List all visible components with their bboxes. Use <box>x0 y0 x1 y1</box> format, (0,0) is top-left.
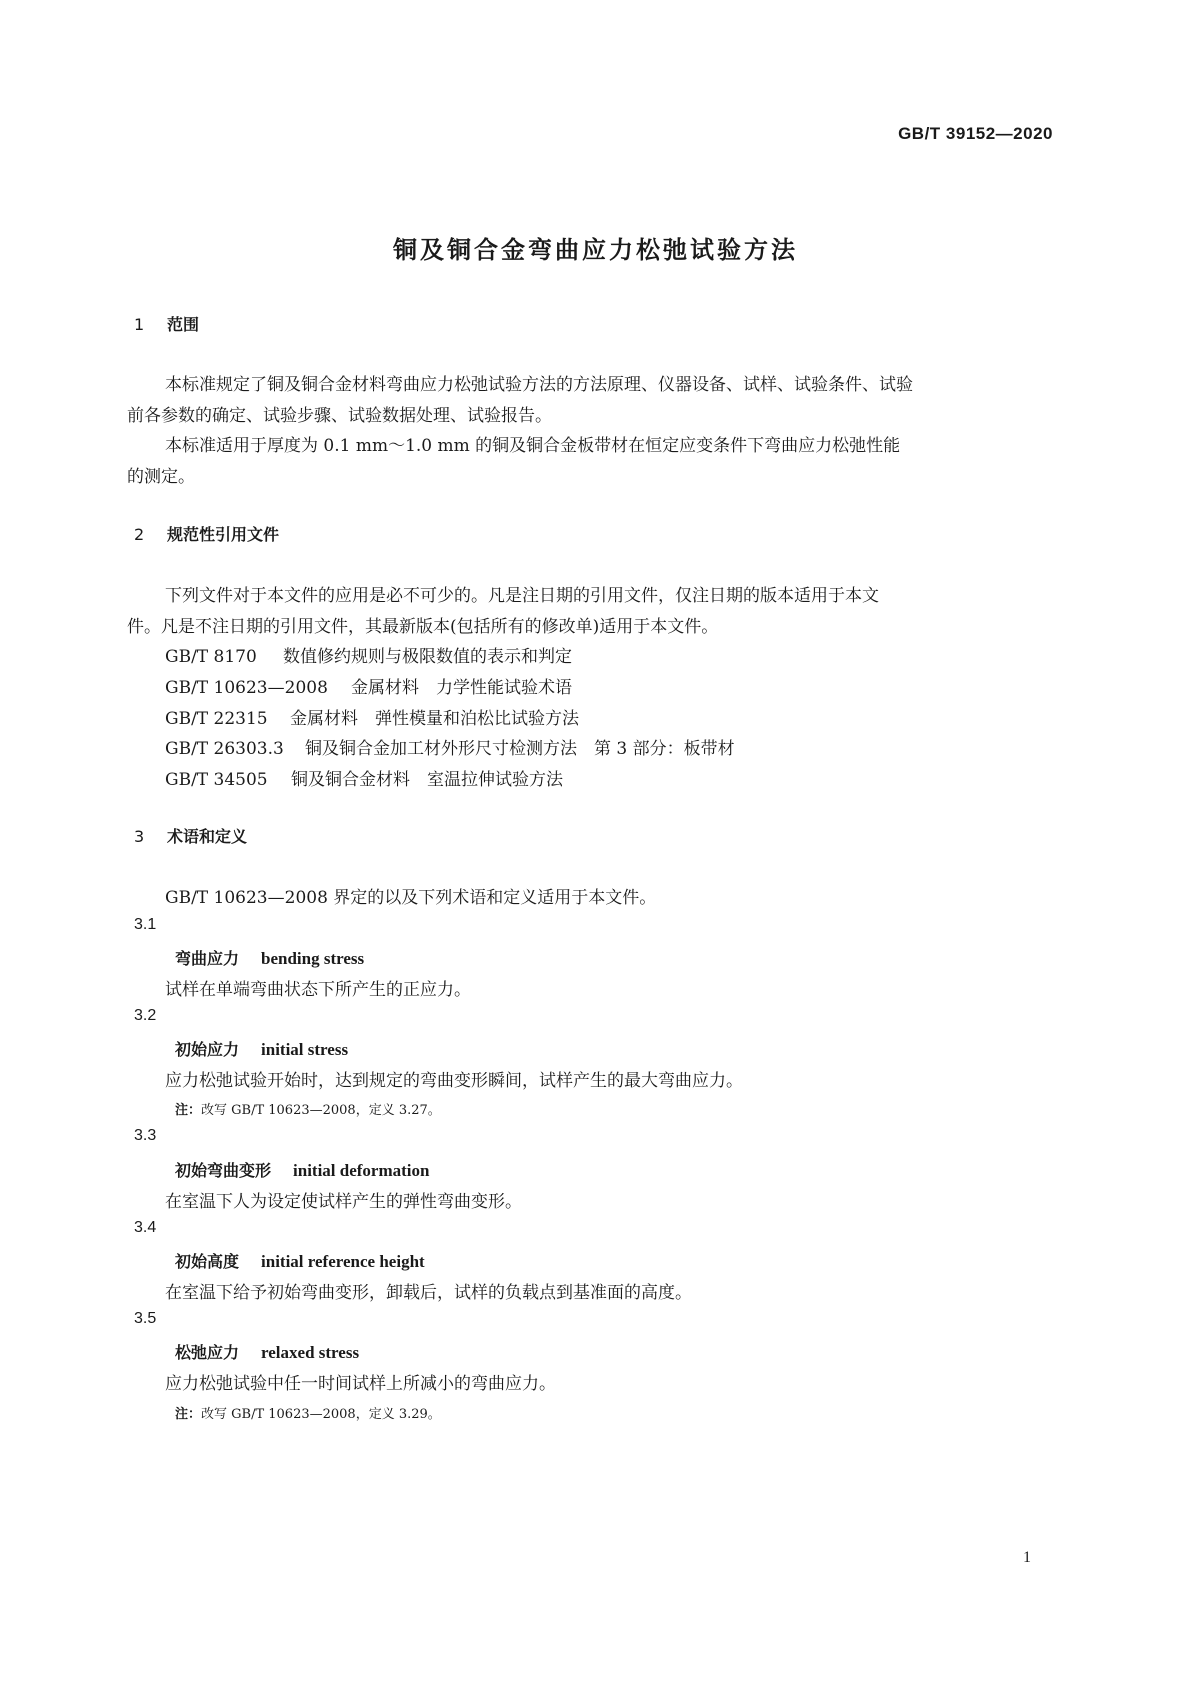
paragraph-line: 本标准规定了铜及铜合金材料弯曲应力松弛试验方法的方法原理、仪器设备、试样、试验条件、试验 <box>165 375 913 395</box>
paragraph-line: GB/T 10623—2008 界定的以及下列术语和定义适用于本文件。 <box>165 888 657 908</box>
paragraph-line: 前各参数的确定、试验步骤、试验数据处理、试验报告。 <box>127 406 552 426</box>
note-label: 注： <box>175 1407 202 1422</box>
term-zh: 初始弯曲变形 <box>175 1161 272 1180</box>
reference-code: GB/T 10623—2008 <box>165 678 328 698</box>
reference-code: GB/T 22315 <box>165 709 268 729</box>
clause-number: 3.3 <box>134 1127 157 1144</box>
term-definition: 应力松弛试验中任一时间试样上所减小的弯曲应力。 <box>165 1374 556 1394</box>
term-en: bending stress <box>261 949 365 968</box>
document-title: 铜及铜合金弯曲应力松弛试验方法 <box>393 236 798 264</box>
reference-item <box>165 734 735 759</box>
term-en: relaxed stress <box>261 1343 360 1362</box>
reference-title: 金属材料 力学性能试验术语 <box>351 678 572 698</box>
reference-item <box>165 673 572 698</box>
section-number: 2 <box>134 525 145 544</box>
paragraph-line: 件。凡是不注日期的引用文件，其最新版本(包括所有的修改单)适用于本文件。 <box>127 617 719 637</box>
reference-title: 铜及铜合金加工材外形尺寸检测方法 第 3 部分：板带材 <box>305 739 735 759</box>
term-zh: 初始高度 <box>175 1252 240 1271</box>
term-en: initial reference height <box>261 1252 425 1271</box>
note-text: 改写 GB/T 10623—2008，定义 3.29。 <box>201 1407 441 1422</box>
reference-title: 铜及铜合金材料 室温拉伸试验方法 <box>291 770 563 790</box>
clause-number: 3.2 <box>134 1007 157 1024</box>
reference-item <box>165 642 572 667</box>
term-en: initial stress <box>261 1040 349 1059</box>
section-title: 术语和定义 <box>167 827 248 846</box>
paragraph-line: 的测定。 <box>127 467 195 487</box>
term-definition: 在室温下人为设定使试样产生的弹性弯曲变形。 <box>165 1192 522 1212</box>
term-note <box>175 1099 441 1118</box>
term-en: initial deformation <box>293 1161 430 1180</box>
clause-number: 3.5 <box>134 1310 157 1327</box>
term-definition: 试样在单端弯曲状态下所产生的正应力。 <box>165 980 471 1000</box>
term-zh: 弯曲应力 <box>175 949 240 968</box>
note-text: 改写 GB/T 10623—2008，定义 3.27。 <box>201 1103 441 1118</box>
term-definition: 在室温下给予初始弯曲变形，卸载后，试样的负载点到基准面的高度。 <box>165 1283 692 1303</box>
term-heading <box>175 1249 425 1272</box>
term-heading <box>175 1037 348 1060</box>
paragraph-line: 本标准适用于厚度为 0.1 mm～1.0 mm 的铜及铜合金板带材在恒定应变条件下弯曲应力松弛性能 <box>165 436 901 456</box>
section-2-heading <box>134 522 279 545</box>
term-heading <box>175 1158 429 1181</box>
term-zh: 初始应力 <box>175 1040 240 1059</box>
term-zh: 松弛应力 <box>175 1343 240 1362</box>
term-heading <box>175 1340 359 1363</box>
section-number: 3 <box>134 827 145 846</box>
clause-number: 3.4 <box>134 1219 157 1236</box>
clause-number: 3.1 <box>134 916 157 933</box>
section-3-heading <box>134 824 247 847</box>
section-1-heading <box>134 312 199 335</box>
reference-title: 数值修约规则与极限数值的表示和判定 <box>283 647 572 667</box>
standard-number: GB/T 39152—2020 <box>898 124 1053 143</box>
paragraph-line: 下列文件对于本文件的应用是必不可少的。凡是注日期的引用文件，仅注日期的版本适用于本文 <box>165 586 879 606</box>
reference-code: GB/T 8170 <box>165 647 257 667</box>
term-definition: 应力松弛试验开始时，达到规定的弯曲变形瞬间，试样产生的最大弯曲应力。 <box>165 1071 743 1091</box>
reference-code: GB/T 34505 <box>165 770 268 790</box>
reference-code: GB/T 26303.3 <box>165 739 284 759</box>
term-heading <box>175 946 364 969</box>
term-note <box>175 1403 441 1422</box>
note-label: 注： <box>175 1103 202 1118</box>
section-number: 1 <box>134 315 145 334</box>
reference-item <box>165 765 563 790</box>
page-number: 1 <box>1023 1549 1031 1566</box>
section-title: 范围 <box>167 315 200 334</box>
section-title: 规范性引用文件 <box>167 525 280 544</box>
reference-item <box>165 704 579 729</box>
reference-title: 金属材料 弹性模量和泊松比试验方法 <box>290 709 579 729</box>
